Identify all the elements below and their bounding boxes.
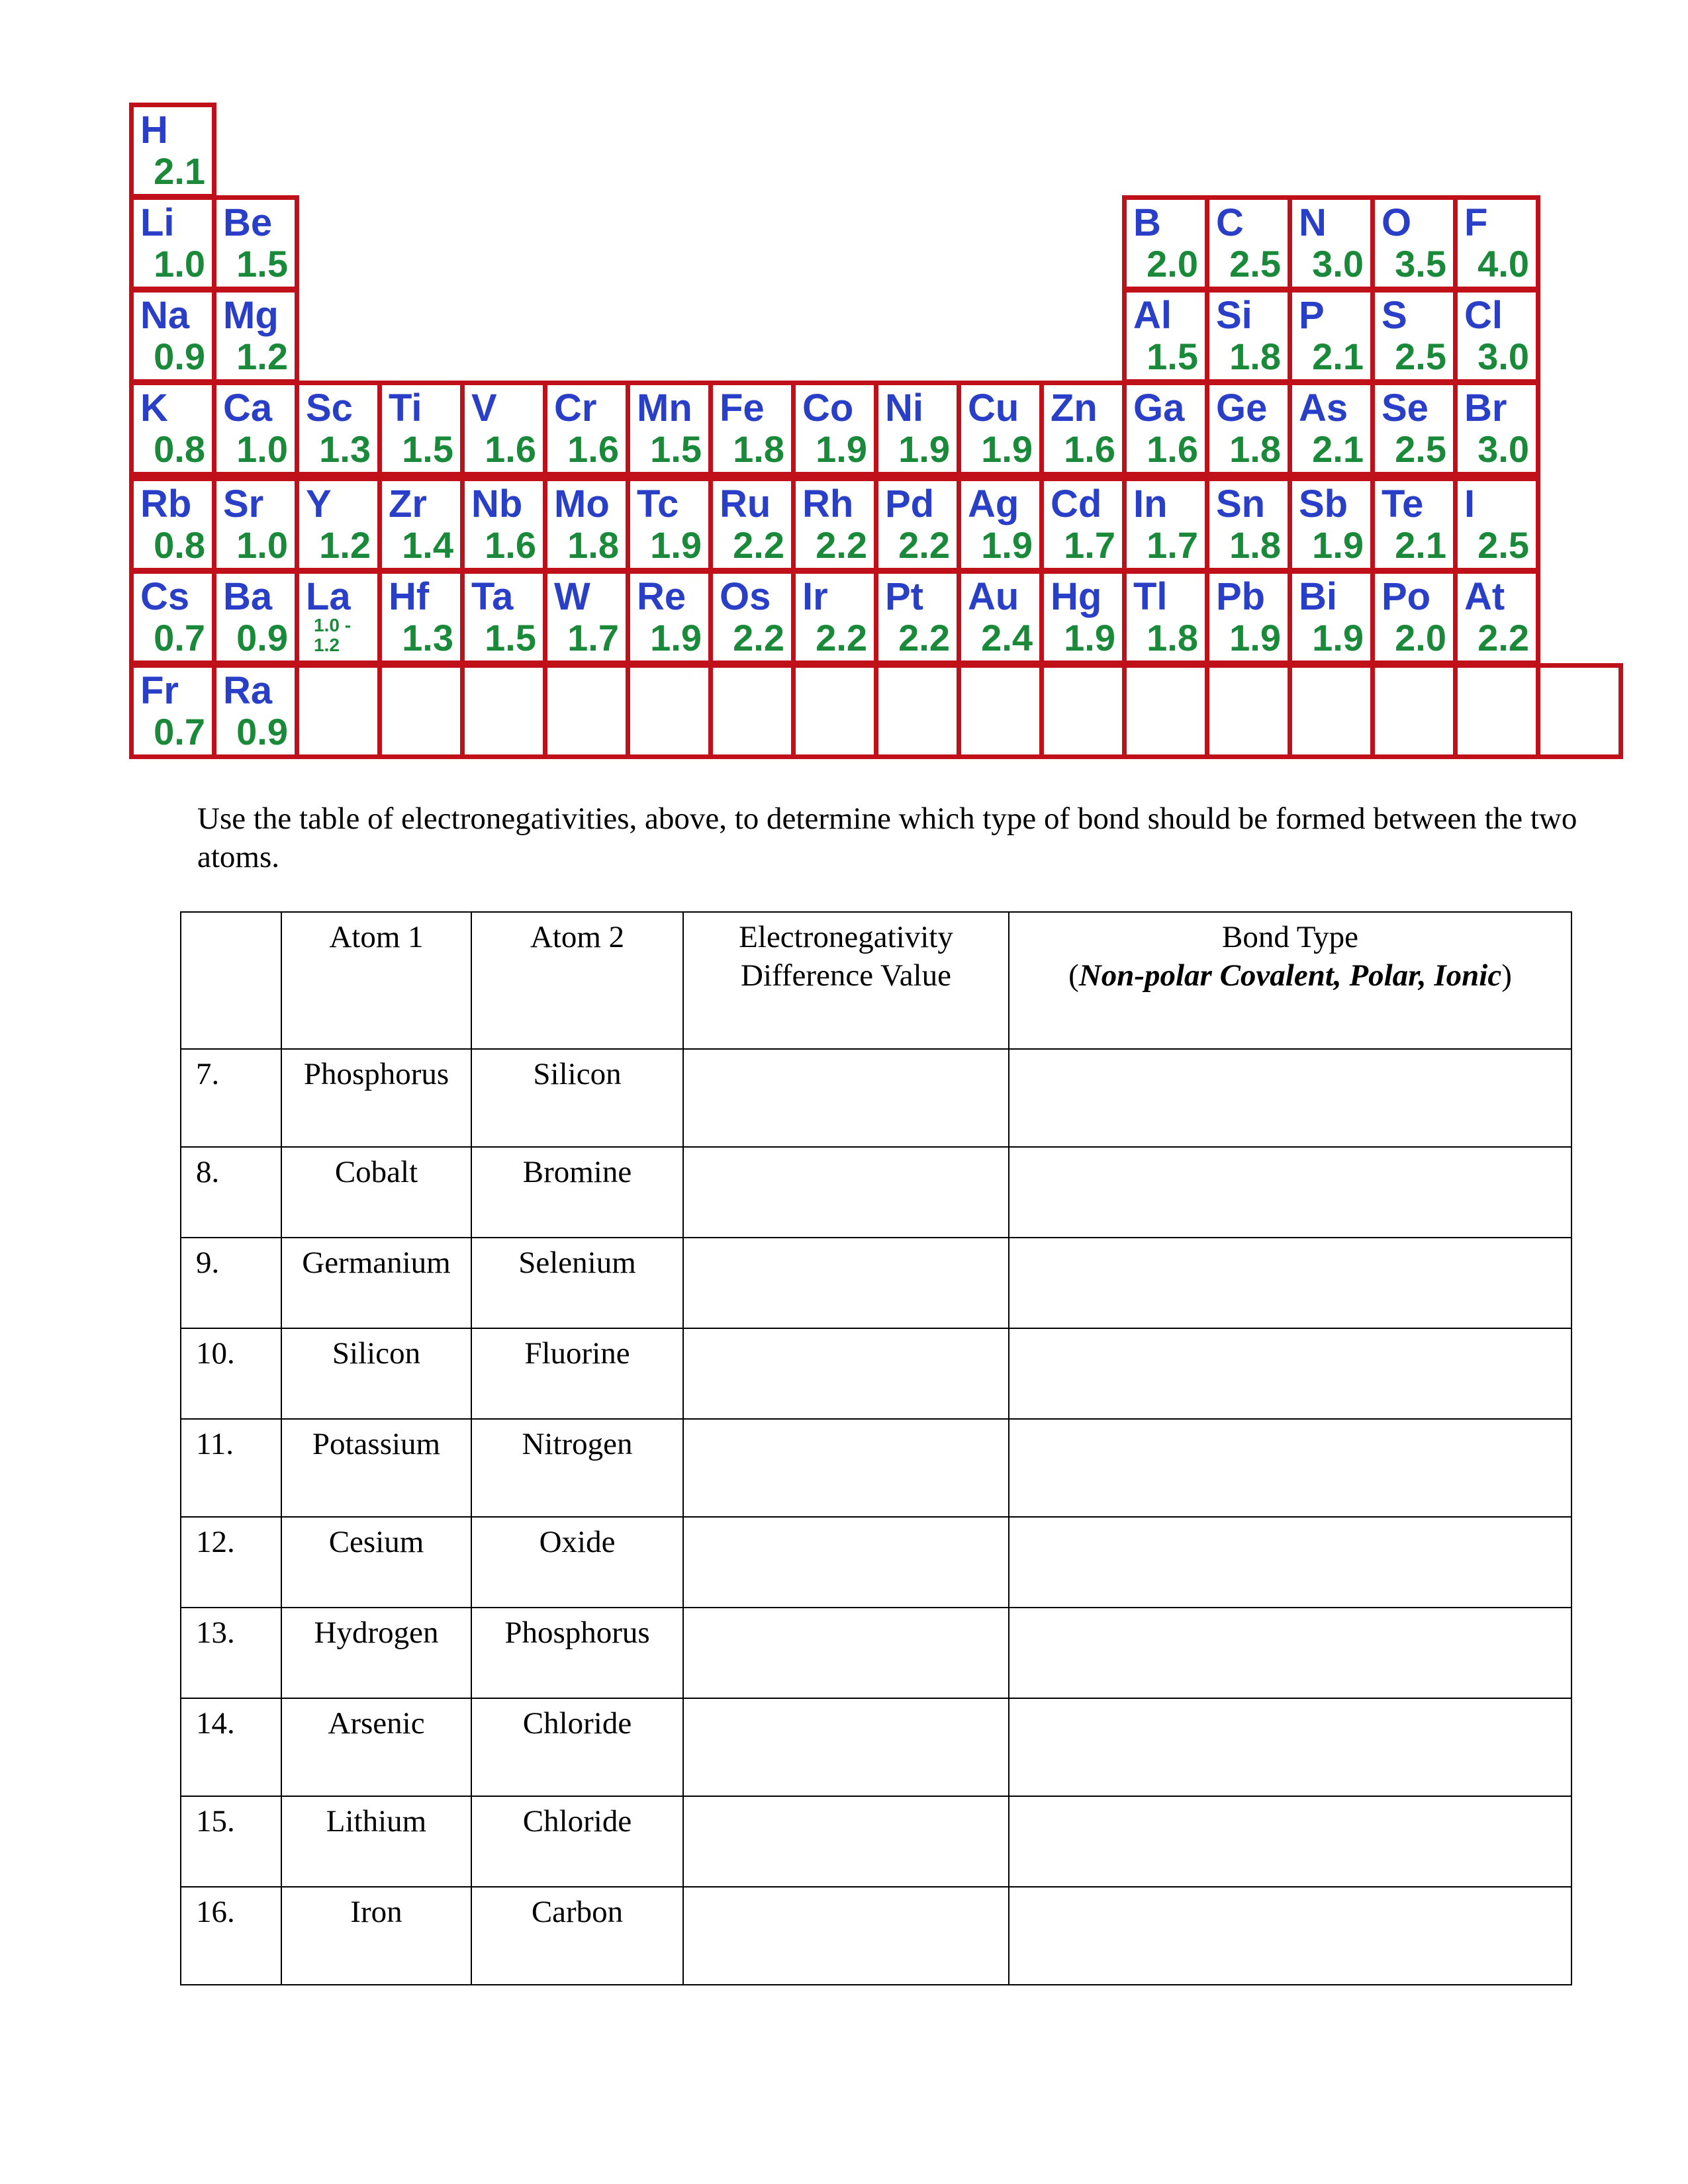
element-symbol: P — [1299, 294, 1325, 337]
atom1-cell: Iron — [281, 1887, 471, 1985]
element-symbol: La — [306, 575, 351, 618]
element-cell-cu — [957, 381, 1044, 477]
element-cell-pd — [874, 477, 961, 572]
bond-type-answer-cell[interactable] — [1009, 1698, 1571, 1796]
element-symbol: Au — [968, 575, 1019, 618]
element-symbol: Al — [1133, 294, 1172, 337]
bond-type-answer-cell[interactable] — [1009, 1049, 1571, 1147]
atom1-cell: Potassium — [281, 1419, 471, 1517]
element-symbol: Tl — [1133, 575, 1168, 618]
question-number: 14. — [181, 1698, 281, 1796]
element-electronegativity: 1.0 — [154, 243, 205, 285]
difference-answer-cell[interactable] — [683, 1147, 1009, 1238]
bond-type-answer-cell[interactable] — [1009, 1517, 1571, 1608]
element-symbol: Tc — [637, 482, 679, 525]
header-atom1: Atom 1 — [281, 912, 471, 1049]
element-symbol: Y — [306, 482, 332, 525]
element-cell-i — [1453, 477, 1540, 572]
difference-answer-cell[interactable] — [683, 1698, 1009, 1796]
difference-answer-cell[interactable] — [683, 1419, 1009, 1517]
element-symbol: H — [140, 109, 168, 152]
empty-cell — [957, 663, 1044, 759]
bond-type-worksheet — [180, 911, 1572, 1985]
table-row — [181, 1698, 1571, 1796]
empty-cell — [791, 663, 878, 759]
element-electronegativity: 1.8 — [1229, 428, 1281, 470]
element-cell-f — [1453, 195, 1540, 291]
element-electronegativity: 3.0 — [1312, 243, 1364, 285]
element-cell-h — [129, 103, 216, 199]
element-electronegativity: 2.0 — [1395, 617, 1446, 659]
element-symbol: Nb — [471, 482, 523, 525]
element-cell-sr — [212, 477, 299, 572]
element-electronegativity: 2.5 — [1395, 336, 1446, 377]
empty-cell — [1288, 663, 1375, 759]
element-electronegativity: 1.9 — [1229, 617, 1281, 659]
element-symbol: As — [1299, 387, 1348, 430]
element-electronegativity: 2.2 — [898, 617, 950, 659]
element-cell-s — [1370, 288, 1458, 384]
element-symbol: Ir — [802, 575, 828, 618]
difference-answer-cell[interactable] — [683, 1608, 1009, 1698]
element-electronegativity: 2.1 — [1312, 336, 1364, 377]
element-cell-tl — [1122, 569, 1209, 665]
empty-cell — [874, 663, 961, 759]
element-electronegativity: 3.5 — [1395, 243, 1446, 285]
empty-cell — [1205, 663, 1292, 759]
element-cell-cl — [1453, 288, 1540, 384]
element-cell-ru — [708, 477, 796, 572]
element-electronegativity: 3.0 — [1477, 428, 1529, 470]
element-cell-w — [543, 569, 630, 665]
element-cell-zn — [1039, 381, 1127, 477]
question-number: 9. — [181, 1238, 281, 1328]
element-electronegativity: 1.8 — [1147, 617, 1198, 659]
element-electronegativity: 2.2 — [733, 524, 784, 566]
element-symbol: I — [1464, 482, 1476, 525]
element-symbol: Cd — [1051, 482, 1102, 525]
question-number: 8. — [181, 1147, 281, 1238]
element-symbol: Ca — [223, 387, 273, 430]
atom1-cell: Silicon — [281, 1328, 471, 1419]
element-electronegativity: 1.8 — [1229, 336, 1281, 377]
element-cell-te — [1370, 477, 1458, 572]
element-electronegativity: 2.2 — [816, 617, 867, 659]
bond-type-answer-cell[interactable] — [1009, 1238, 1571, 1328]
electronegativity-periodic-table — [0, 0, 1688, 774]
element-cell-re — [626, 569, 713, 665]
empty-cell — [708, 663, 796, 759]
element-cell-ra — [212, 663, 299, 759]
table-row — [181, 1608, 1571, 1698]
header-row — [181, 912, 1571, 1049]
element-electronegativity: 2.2 — [733, 617, 784, 659]
element-cell-at — [1453, 569, 1540, 665]
table-row — [181, 1238, 1571, 1328]
element-electronegativity: 4.0 — [1477, 243, 1529, 285]
element-symbol: S — [1382, 294, 1407, 337]
element-symbol: Fr — [140, 669, 179, 712]
element-electronegativity: 2.4 — [981, 617, 1033, 659]
bond-type-answer-cell[interactable] — [1009, 1796, 1571, 1887]
element-symbol: K — [140, 387, 168, 430]
element-symbol: Hg — [1051, 575, 1102, 618]
element-electronegativity: 2.2 — [1477, 617, 1529, 659]
element-symbol: Ta — [471, 575, 514, 618]
element-symbol: In — [1133, 482, 1168, 525]
question-number: 16. — [181, 1887, 281, 1985]
header-difference-line2: Difference Value — [741, 958, 951, 993]
header-difference-line1: Electronegativity — [739, 920, 953, 954]
element-symbol: Rb — [140, 482, 192, 525]
element-symbol: Zn — [1051, 387, 1098, 430]
difference-answer-cell[interactable] — [683, 1049, 1009, 1147]
element-symbol: Se — [1382, 387, 1429, 430]
empty-cell — [1536, 663, 1623, 759]
element-electronegativity: 0.7 — [154, 711, 205, 752]
element-electronegativity: 1.9 — [981, 428, 1033, 470]
table-row — [181, 1328, 1571, 1419]
empty-cell — [1039, 663, 1127, 759]
element-electronegativity: 1.5 — [650, 428, 702, 470]
element-electronegativity: 1.5 — [485, 617, 536, 659]
element-symbol: Ge — [1216, 387, 1268, 430]
element-symbol: At — [1464, 575, 1505, 618]
element-symbol: Be — [223, 201, 273, 244]
element-cell-hg — [1039, 569, 1127, 665]
element-symbol: Cs — [140, 575, 190, 618]
element-cell-se — [1370, 381, 1458, 477]
element-cell-rh — [791, 477, 878, 572]
element-cell-po — [1370, 569, 1458, 665]
atom1-cell: Lithium — [281, 1796, 471, 1887]
element-electronegativity: 1.9 — [1064, 617, 1115, 659]
element-electronegativity: 1.0 — [236, 428, 288, 470]
difference-answer-cell[interactable] — [683, 1517, 1009, 1608]
question-number: 12. — [181, 1517, 281, 1608]
element-symbol: Cu — [968, 387, 1019, 430]
bond-type-answer-cell[interactable] — [1009, 1328, 1571, 1419]
table-row — [181, 1049, 1571, 1147]
element-symbol: Os — [720, 575, 771, 618]
element-cell-mn — [626, 381, 713, 477]
element-cell-hf — [377, 569, 465, 665]
worksheet-body — [181, 1049, 1571, 1985]
atom2-cell: Silicon — [471, 1049, 683, 1147]
element-cell-pb — [1205, 569, 1292, 665]
element-symbol: Pt — [885, 575, 923, 618]
element-cell-co — [791, 381, 878, 477]
element-electronegativity: 1.5 — [236, 243, 288, 285]
element-cell-y — [295, 477, 382, 572]
element-cell-rb — [129, 477, 216, 572]
element-electronegativity: 1.8 — [1229, 524, 1281, 566]
element-cell-ca — [212, 381, 299, 477]
element-electronegativity: 2.5 — [1395, 428, 1446, 470]
element-cell-sn — [1205, 477, 1292, 572]
element-cell-ti — [377, 381, 465, 477]
difference-answer-cell[interactable] — [683, 1887, 1009, 1985]
element-cell-os — [708, 569, 796, 665]
atom2-cell: Bromine — [471, 1147, 683, 1238]
element-electronegativity: 1.5 — [402, 428, 453, 470]
element-electronegativity: 2.5 — [1229, 243, 1281, 285]
element-symbol: Ru — [720, 482, 771, 525]
element-symbol: Cl — [1464, 294, 1503, 337]
element-symbol: Mn — [637, 387, 692, 430]
bond-type-answer-cell[interactable] — [1009, 1147, 1571, 1238]
element-electronegativity: 2.2 — [816, 524, 867, 566]
element-electronegativity: 0.8 — [154, 524, 205, 566]
element-cell-be — [212, 195, 299, 291]
element-electronegativity: 1.7 — [1064, 524, 1115, 566]
table-row — [181, 1796, 1571, 1887]
element-symbol: Ba — [223, 575, 273, 618]
element-cell-cr — [543, 381, 630, 477]
element-electronegativity: 1.2 — [319, 524, 371, 566]
element-cell-tc — [626, 477, 713, 572]
empty-cell — [377, 663, 465, 759]
element-cell-b — [1122, 195, 1209, 291]
element-symbol: Rh — [802, 482, 854, 525]
question-number: 7. — [181, 1049, 281, 1147]
element-cell-ga — [1122, 381, 1209, 477]
element-cell-ge — [1205, 381, 1292, 477]
element-cell-al — [1122, 288, 1209, 384]
element-symbol: Pd — [885, 482, 935, 525]
element-electronegativity: 1.9 — [816, 428, 867, 470]
element-symbol: V — [471, 387, 497, 430]
header-bond-line1: Bond Type — [1221, 920, 1359, 954]
element-electronegativity: 1.9 — [1312, 617, 1364, 659]
element-electronegativity: 0.7 — [154, 617, 205, 659]
element-cell-ta — [460, 569, 547, 665]
empty-cell — [543, 663, 630, 759]
element-symbol: Br — [1464, 387, 1507, 430]
element-electronegativity: 1.9 — [650, 524, 702, 566]
bond-type-answer-cell[interactable] — [1009, 1887, 1571, 1985]
table-row — [181, 1887, 1571, 1985]
element-electronegativity: 1.9 — [650, 617, 702, 659]
atom1-cell: Germanium — [281, 1238, 471, 1328]
empty-cell — [626, 663, 713, 759]
element-symbol: Na — [140, 294, 190, 337]
table-row — [181, 1147, 1571, 1238]
atom1-cell: Arsenic — [281, 1698, 471, 1796]
element-symbol: Sc — [306, 387, 353, 430]
element-cell-fe — [708, 381, 796, 477]
element-cell-br — [1453, 381, 1540, 477]
element-electronegativity: 1.8 — [567, 524, 619, 566]
element-symbol: Li — [140, 201, 175, 244]
element-electronegativity: 3.0 — [1477, 336, 1529, 377]
bond-type-answer-cell[interactable] — [1009, 1608, 1571, 1698]
element-electronegativity: 1.0 — [236, 524, 288, 566]
question-number: 11. — [181, 1419, 281, 1517]
bond-options: Non-polar Covalent, Polar, Ionic — [1078, 958, 1502, 993]
element-electronegativity: 0.9 — [236, 711, 288, 752]
header-difference — [683, 912, 1009, 1049]
atom1-cell: Cobalt — [281, 1147, 471, 1238]
bond-close-paren: ) — [1501, 958, 1512, 993]
element-electronegativity: 1.6 — [485, 428, 536, 470]
element-cell-v — [460, 381, 547, 477]
bond-type-answer-cell[interactable] — [1009, 1419, 1571, 1517]
element-electronegativity: 0.9 — [236, 617, 288, 659]
empty-cell — [295, 663, 382, 759]
element-cell-mo — [543, 477, 630, 572]
element-cell-in — [1122, 477, 1209, 572]
element-symbol: Co — [802, 387, 854, 430]
element-electronegativity: 1.3 — [402, 617, 453, 659]
element-electronegativity: 2.2 — [898, 524, 950, 566]
element-cell-li — [129, 195, 216, 291]
element-cell-n — [1288, 195, 1375, 291]
question-number: 10. — [181, 1328, 281, 1419]
element-electronegativity: 1.5 — [1147, 336, 1198, 377]
header-number — [181, 912, 281, 1049]
element-symbol: Sr — [223, 482, 264, 525]
element-cell-ir — [791, 569, 878, 665]
atom2-cell: Selenium — [471, 1238, 683, 1328]
element-electronegativity: 0.8 — [154, 428, 205, 470]
element-cell-sb — [1288, 477, 1375, 572]
element-electronegativity: 1.6 — [1147, 428, 1198, 470]
element-electronegativity: 1.2 — [236, 336, 288, 377]
question-number: 13. — [181, 1608, 281, 1698]
element-cell-pt — [874, 569, 961, 665]
atom1-cell: Phosphorus — [281, 1049, 471, 1147]
element-electronegativity: 1.6 — [567, 428, 619, 470]
element-symbol: B — [1133, 201, 1161, 244]
element-cell-na — [129, 288, 216, 384]
element-electronegativity: 1.7 — [1147, 524, 1198, 566]
element-symbol: Pb — [1216, 575, 1266, 618]
element-symbol: Ti — [389, 387, 422, 430]
atom2-cell: Phosphorus — [471, 1608, 683, 1698]
element-symbol: Ra — [223, 669, 273, 712]
element-cell-o — [1370, 195, 1458, 291]
element-cell-sc — [295, 381, 382, 477]
element-symbol: Po — [1382, 575, 1431, 618]
element-cell-cd — [1039, 477, 1127, 572]
atom2-cell: Fluorine — [471, 1328, 683, 1419]
element-electronegativity: 2.1 — [1395, 524, 1446, 566]
element-cell-zr — [377, 477, 465, 572]
element-electronegativity: 2.5 — [1477, 524, 1529, 566]
atom2-cell: Chloride — [471, 1698, 683, 1796]
element-symbol: Ga — [1133, 387, 1185, 430]
atom2-cell: Chloride — [471, 1796, 683, 1887]
atom1-cell: Hydrogen — [281, 1608, 471, 1698]
element-symbol: Ni — [885, 387, 923, 430]
header-atom2: Atom 2 — [471, 912, 683, 1049]
element-electronegativity: 1.8 — [733, 428, 784, 470]
difference-answer-cell[interactable] — [683, 1796, 1009, 1887]
empty-cell — [1370, 663, 1458, 759]
element-cell-si — [1205, 288, 1292, 384]
empty-cell — [1122, 663, 1209, 759]
element-electronegativity: 1.3 — [319, 428, 371, 470]
element-electronegativity: 1.4 — [402, 524, 453, 566]
element-electronegativity: 0.9 — [154, 336, 205, 377]
question-number: 15. — [181, 1796, 281, 1887]
element-electronegativity: 1.7 — [567, 617, 619, 659]
element-cell-ba — [212, 569, 299, 665]
atom2-cell: Oxide — [471, 1517, 683, 1608]
element-electronegativity: 1.0 - 1.2 — [314, 615, 352, 655]
element-cell-cs — [129, 569, 216, 665]
table-row — [181, 1419, 1571, 1517]
element-cell-ag — [957, 477, 1044, 572]
element-symbol: Cr — [554, 387, 597, 430]
element-cell-la — [295, 569, 382, 665]
element-symbol: Te — [1382, 482, 1424, 525]
element-cell-as — [1288, 381, 1375, 477]
element-cell-c — [1205, 195, 1292, 291]
difference-answer-cell[interactable] — [683, 1238, 1009, 1328]
element-cell-mg — [212, 288, 299, 384]
element-symbol: Sb — [1299, 482, 1348, 525]
element-symbol: Ag — [968, 482, 1019, 525]
element-symbol: Si — [1216, 294, 1252, 337]
empty-cell — [460, 663, 547, 759]
bond-open-paren: ( — [1068, 958, 1079, 993]
element-symbol: Zr — [389, 482, 427, 525]
empty-cell — [1453, 663, 1540, 759]
element-cell-fr — [129, 663, 216, 759]
element-cell-ni — [874, 381, 961, 477]
atom1-cell: Cesium — [281, 1517, 471, 1608]
header-bond-type — [1009, 912, 1571, 1049]
element-cell-p — [1288, 288, 1375, 384]
element-cell-au — [957, 569, 1044, 665]
table-row — [181, 1517, 1571, 1608]
element-symbol: O — [1382, 201, 1412, 244]
element-symbol: Fe — [720, 387, 765, 430]
instruction-text: Use the table of electronegativities, above, to determine which type of bond should be formed between the two atoms. — [197, 801, 1577, 874]
element-electronegativity: 2.1 — [1312, 428, 1364, 470]
element-electronegativity: 1.6 — [1064, 428, 1115, 470]
atom2-cell: Carbon — [471, 1887, 683, 1985]
element-electronegativity: 1.9 — [981, 524, 1033, 566]
element-symbol: Mo — [554, 482, 610, 525]
element-symbol: Re — [637, 575, 686, 618]
element-symbol: N — [1299, 201, 1327, 244]
element-symbol: Bi — [1299, 575, 1337, 618]
element-electronegativity: 2.0 — [1147, 243, 1198, 285]
element-electronegativity: 2.1 — [154, 150, 205, 192]
element-symbol: Hf — [389, 575, 430, 618]
element-symbol: C — [1216, 201, 1244, 244]
element-symbol: Sn — [1216, 482, 1266, 525]
atom2-cell: Nitrogen — [471, 1419, 683, 1517]
header-bond-line2 — [1016, 956, 1564, 995]
element-cell-bi — [1288, 569, 1375, 665]
element-symbol: W — [554, 575, 590, 618]
element-symbol: Mg — [223, 294, 279, 337]
element-cell-k — [129, 381, 216, 477]
difference-answer-cell[interactable] — [683, 1328, 1009, 1419]
element-cell-nb — [460, 477, 547, 572]
element-symbol: F — [1464, 201, 1488, 244]
element-electronegativity: 1.9 — [898, 428, 950, 470]
element-electronegativity: 1.9 — [1312, 524, 1364, 566]
element-electronegativity: 1.6 — [485, 524, 536, 566]
